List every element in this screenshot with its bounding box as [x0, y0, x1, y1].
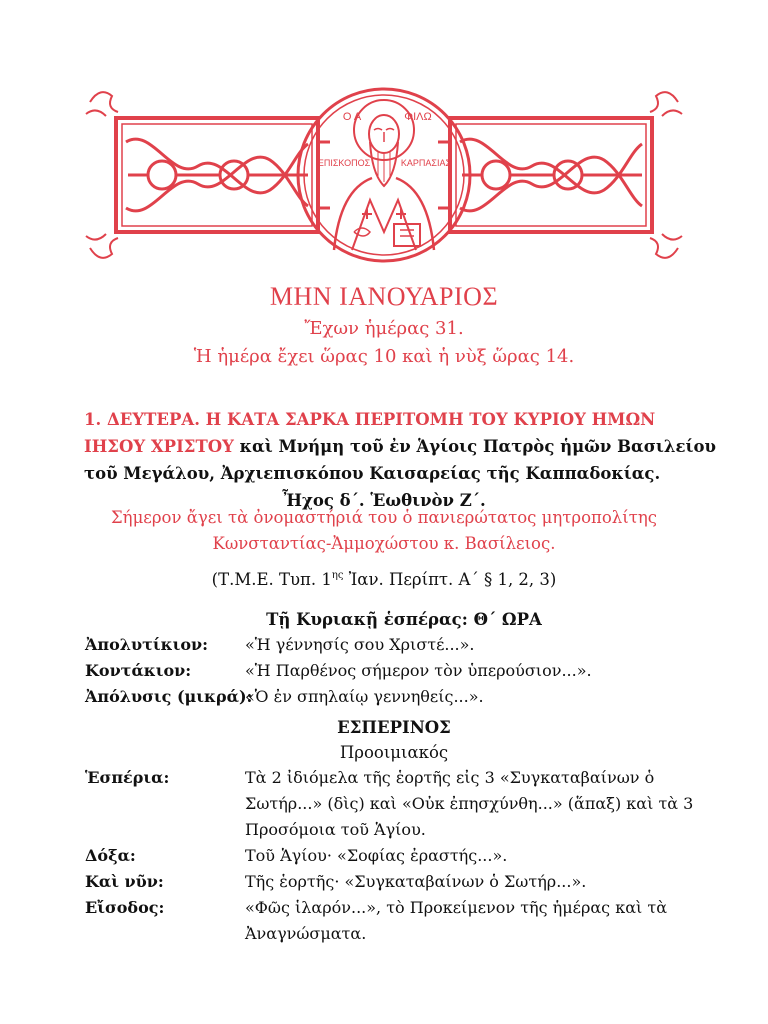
- feast-title-line-2: [84, 433, 716, 460]
- row-label: Εἴσοδος:: [85, 898, 165, 917]
- sunday-evening-list: [85, 632, 695, 710]
- header-ornament: [82, 82, 686, 268]
- row-text: Τὰ 2 ἰδιόμελα τῆς ἑορτῆς εἰς 3 «Συγκαταβαίνων ὁ Σωτήρ...» (δὶς) καὶ «Οὐκ ἐπησχύνθη...» (ἅπαξ) καὶ τὰ 3 Προσόμοια τοῦ Ἁγίου.: [245, 768, 694, 839]
- feast-commemoration: καὶ Μνήμη τοῦ ἐν Ἁγίοις Πατρὸς ἡμῶν Βασιλείου: [233, 437, 716, 456]
- row-text: «Φῶς ἱλαρόν...», τὸ Προκείμενον τῆς ἡμέρας καὶ τὰ Ἀναγνώσματα.: [245, 898, 668, 943]
- row-text: Τῆς ἑορτῆς· «Συγκαταβαίνων ὁ Σωτήρ...».: [245, 872, 587, 891]
- icon-inscription-right: ΚΑΡΠΑΣΙΑΣ: [400, 158, 452, 168]
- row-label: Δόξα:: [85, 846, 136, 865]
- feast-title-red: ΙΗΣΟΥ ΧΡΙΣΤΟΥ: [84, 437, 234, 456]
- feast-tone: Ἦχος δ΄. Ἑωθινὸν Ζ΄.: [282, 491, 486, 510]
- nameday-notice-line-2: Κωνσταντίας-Ἀμμοχώστου κ. Βασίλειος.: [212, 534, 556, 553]
- icon-inscription-top-right: ΦΙΛΩ: [404, 111, 432, 123]
- vespers-list: [85, 765, 695, 947]
- row-label: Ἑσπέρια:: [85, 768, 170, 787]
- row-text: Τοῦ Ἁγίου· «Σοφίας ἐραστής...».: [245, 846, 508, 865]
- row-label: Ἀπολυτίκιον:: [85, 635, 209, 654]
- list-item: [85, 843, 695, 869]
- row-text: «Ὁ ἐν σπηλαίῳ γεννηθείς...».: [245, 687, 484, 706]
- vespers-subtitle: Προοιμιακός: [339, 743, 449, 762]
- list-item: [85, 895, 695, 947]
- icon-inscription-top-left: Ο Α: [342, 111, 362, 123]
- row-text: «Ἡ γέννησίς σου Χριστέ...».: [245, 635, 475, 654]
- row-label: Κοντάκιον:: [85, 661, 192, 680]
- row-text: «Ἡ Παρθένος σήμερον τὸν ὑπερούσιον...».: [245, 661, 592, 680]
- list-item: [85, 869, 695, 895]
- list-item: [85, 684, 695, 710]
- month-hours: Ἡ ἡμέρα ἔχει ὥρας 10 καὶ ἡ νὺξ ὥρας 14.: [193, 346, 575, 367]
- typikon-reference: (Τ.Μ.Ε. Τυπ. $1^{\eta\varsigma}$ Ἰαν. Περίπτ. Α΄ § 1, 2, 3): [211, 570, 557, 589]
- sunday-evening-title: Τῇ Κυριακῇ ἑσπέρας: Θ΄ ΩΡΑ: [266, 610, 542, 629]
- month-title: ΜΗΝ ΙΑΝΟΥΑΡΙΟΣ: [269, 282, 499, 311]
- nameday-notice-line-1: Σήμερον ἄγει τὰ ὀνομαστήριά του ὁ πανιερώτατος μητροπολίτης: [111, 508, 657, 527]
- list-item: [85, 658, 695, 684]
- list-item: [85, 632, 695, 658]
- feast-title-line-1: 1. ΔΕΥΤΕΡΑ. Η ΚΑΤΑ ΣΑΡΚΑ ΠΕΡΙΤΟΜΗ ΤΟΥ ΚΥΡΙΟΥ ΗΜΩΝ: [84, 410, 656, 429]
- feast-title-line-3: τοῦ Μεγάλου, Ἀρχιεπισκόπου Καισαρείας τῆς Καππαδοκίας.: [84, 464, 661, 483]
- icon-inscription-left: ΕΠΙΣΚΟΠΟΣ: [317, 158, 371, 168]
- month-days: Ἔχων ἡμέρας 31.: [304, 318, 464, 339]
- list-item: [85, 765, 695, 843]
- feast-header: [84, 406, 716, 514]
- row-label: Ἀπόλυσις (μικρά):: [85, 687, 253, 706]
- vespers-title: ΕΣΠΕΡΙΝΟΣ: [337, 718, 451, 737]
- row-label: Καὶ νῦν:: [85, 872, 164, 891]
